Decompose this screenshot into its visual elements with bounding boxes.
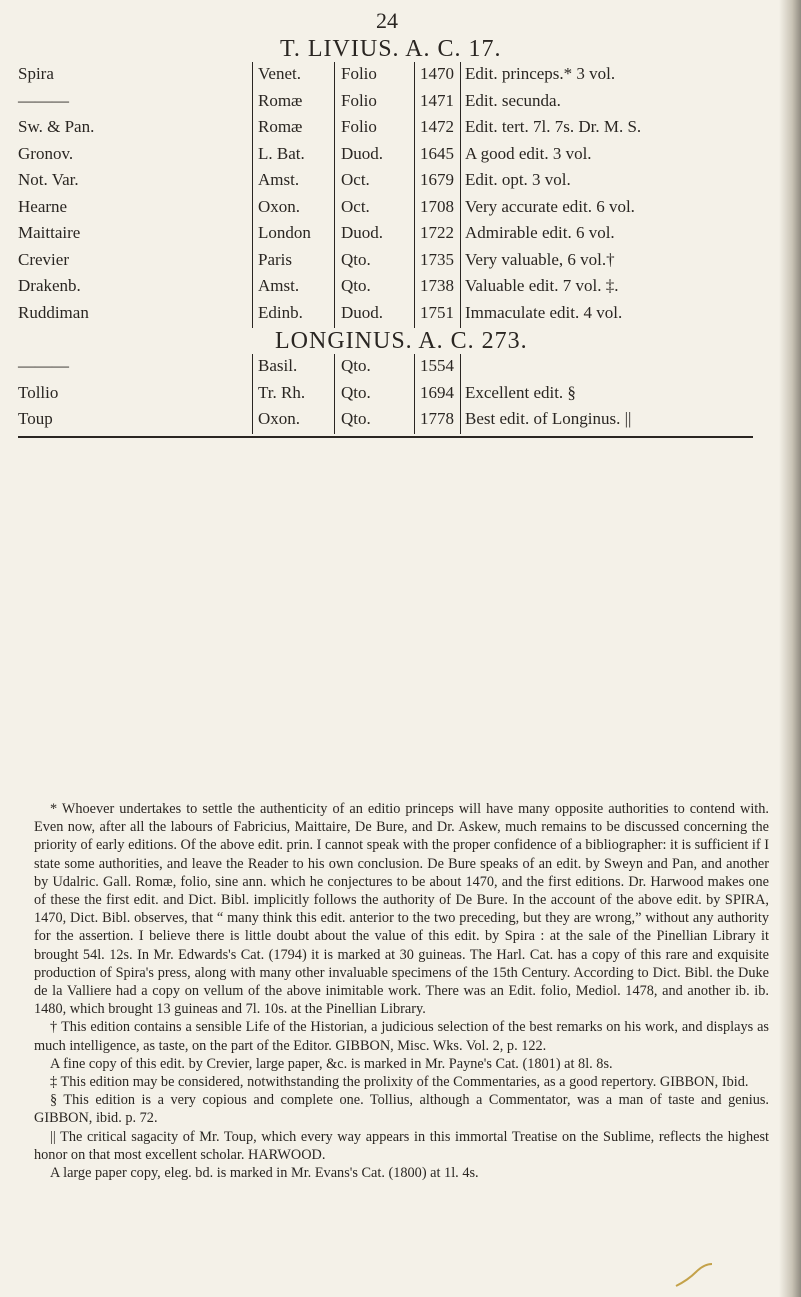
footnote-double-dagger: ‡ This edition may be considered, notwithstanding the prolixity of the Commentaries, as a good repertory. GIBBON, Ibid. <box>50 1074 749 1091</box>
cell-year: 1708 <box>420 196 454 216</box>
cell-editor: Hearne <box>18 196 68 216</box>
cell-place: Amst. <box>258 276 300 295</box>
column-rule <box>252 62 253 328</box>
cell-editor: Maittaire <box>18 223 81 242</box>
cell-year: 1751 <box>420 302 454 322</box>
cell-year: 1471 <box>420 90 454 110</box>
footnote-dagger: † This edition contains a sensible Life of the Historian, a judicious selection of the best remarks on his work, and displays as much intelligence, as taste, on the part of the Editor. GIBBON, Misc. Wks. Vol. 2, p. 122. <box>34 1019 769 1054</box>
cell-year: 1738 <box>420 276 454 295</box>
footnote-section: § This edition is a very copious and complete one. Tollius, although a Commentator, was a man of taste and genius. GIBBON, ibid. p. 72. <box>34 1092 769 1127</box>
cell-note: Excellent edit. § <box>465 382 576 402</box>
column-rule <box>252 354 253 434</box>
cell-note: Edit. princeps.* 3 vol. <box>465 64 616 83</box>
livius-heading: T. LIVIUS. A. C. 17. <box>280 36 502 62</box>
cell-size: Qto. <box>341 382 371 402</box>
cell-size: Folio <box>341 90 377 110</box>
cell-note: Best edit. of Longinus. || <box>465 409 632 428</box>
cell-editor: Crevier <box>18 249 69 269</box>
footnote-parallel: || The critical sagacity of Mr. Toup, which every way appears in this immortal Treatise on the Sublime, reflects the highest honor on that most excellent scholar. HARWOOD. <box>34 1128 769 1163</box>
footnote-parallel-copy: A large paper copy, eleg. bd. is marked in Mr. Evans's Cat. (1800) at 1l. 4s. <box>50 1165 479 1182</box>
cell-editor: Spira <box>18 64 54 83</box>
cell-place: Oxon. <box>258 196 301 216</box>
cell-note: Very accurate edit. 6 vol. <box>465 196 635 216</box>
cell-place: Romæ <box>258 90 303 110</box>
cell-place: Edinb. <box>258 302 303 322</box>
column-rule <box>414 354 415 434</box>
cell-editor: Ruddiman <box>18 302 89 322</box>
cell-note: Very valuable, 6 vol.† <box>465 249 615 269</box>
cell-year: 1645 <box>420 143 454 163</box>
cell-note: Edit. opt. 3 vol. <box>465 170 571 189</box>
cell-editor: Tollio <box>18 382 59 402</box>
cell-year: 1679 <box>420 170 454 189</box>
cell-size: Oct. <box>341 170 370 189</box>
cell-size: Qto. <box>341 356 371 375</box>
cell-size: Qto. <box>341 249 371 269</box>
page-number: 24 <box>376 8 398 33</box>
cell-editor: Gronov. <box>18 143 74 163</box>
cell-year: 1722 <box>420 223 454 242</box>
cell-place: London <box>258 223 311 242</box>
cell-place: Amst. <box>258 170 300 189</box>
cell-place: Basil. <box>258 356 298 375</box>
cell-year: 1694 <box>420 382 454 402</box>
page-edge <box>779 0 801 1297</box>
cell-size: Duod. <box>341 223 384 242</box>
cell-size: Oct. <box>341 196 370 216</box>
column-rule <box>460 354 461 434</box>
footnote-star: * Whoever undertakes to settle the authenticity of an editio princeps will have many opposite authorities to contend with. Even now, after all the labours of Fabricius, Maittaire, De Bure, and Dr. Askew, much remains to be discussed concerning the priority of early editions. Of the above edit. prin. I cannot speak with the proper confidence of a bibliographer: it is sufficient if I state some authorities, and leave the Reader to his own conclusion. De Bure speaks of an edit. by Sweyn and Pan, and another by Udalric. Gall. Romæ, folio, sine ann. which he conjectures to be about 1470, and the first editions. Dr. Harwood makes one of these the first edit. and Dict. Bibl. implicitly follows the authority of De Bure. In the account of the above edit. by SPIRA, 1470, Dict. Bibl. observes, that “ many think this edit. anterior to the two preceding, but they are wrong,” without any authority for the assertion. I believe there is little doubt about the value of this edit. by Spira : at the sale of the Pinellian Library it brought 54l. 12s. In Mr. Edwards's Cat. (1794) it is marked at 30 guineas. The Harl. Cat. has a copy of this rare and exquisite production of Spira's press, along with many other invaluable specimens of the 15th Century. According to Dict. Bibl. the Duke de la Valliere had a copy on vellum of the above inimitable work. There was an Edit. folio, Mediol. 1478, and another ib. ib. 1480, which brought 13 guineas and 7l. 10s. at the Pinellian Library. <box>34 801 770 1018</box>
footnotes <box>34 800 769 1182</box>
cell-year: 1778 <box>420 409 454 428</box>
cell-note: Immaculate edit. 4 vol. <box>465 302 623 322</box>
cell-note: Admirable edit. 6 vol. <box>465 223 615 242</box>
ink-flourish <box>674 1262 714 1288</box>
cell-size: Qto. <box>341 276 371 295</box>
cell-note: A good edit. 3 vol. <box>465 143 592 163</box>
cell-note: Valuable edit. 7 vol. ‡. <box>465 276 619 295</box>
cell-size: Folio <box>341 64 377 83</box>
cell-place: Venet. <box>258 64 301 83</box>
cell-place: Paris <box>258 249 292 269</box>
column-rule <box>334 354 335 434</box>
cell-size: Folio <box>341 117 377 136</box>
cell-year: 1735 <box>420 249 454 269</box>
cell-year: 1470 <box>420 64 454 83</box>
longinus-heading: LONGINUS. A. C. 273. <box>275 328 528 354</box>
cell-place: Tr. Rh. <box>258 382 306 402</box>
column-rule <box>334 62 335 328</box>
cell-size: Duod. <box>341 143 384 163</box>
cell-size: Qto. <box>341 409 371 428</box>
cell-size: Duod. <box>341 302 384 322</box>
table-rule <box>18 436 753 438</box>
cell-year: 1472 <box>420 117 454 136</box>
column-rule <box>460 62 461 328</box>
cell-place: Romæ <box>258 117 303 136</box>
cell-editor: Toup <box>18 409 53 428</box>
cell-place: L. Bat. <box>258 143 305 163</box>
cell-note: Edit. secunda. <box>465 90 561 110</box>
column-rule <box>414 62 415 328</box>
cell-editor: ——— <box>18 356 69 375</box>
footnote-dagger-copy: A fine copy of this edit. by Crevier, large paper, &c. is marked in Mr. Payne's Cat. (1801) at 8l. 8s. <box>50 1055 613 1072</box>
cell-editor: ——— <box>18 90 69 110</box>
cell-note: Edit. tert. 7l. 7s. Dr. M. S. <box>465 117 642 136</box>
cell-place: Oxon. <box>258 409 301 428</box>
cell-editor: Not. Var. <box>18 170 79 189</box>
cell-editor: Drakenb. <box>18 276 81 295</box>
cell-year: 1554 <box>420 356 454 375</box>
cell-editor: Sw. & Pan. <box>18 117 95 136</box>
